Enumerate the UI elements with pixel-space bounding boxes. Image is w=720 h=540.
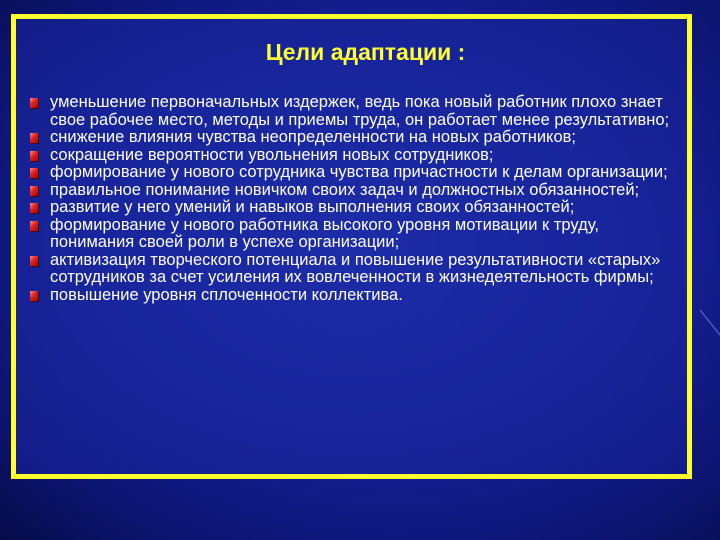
- list-item: [30, 287, 680, 305]
- red-square-bullet-icon: [30, 186, 38, 196]
- red-square-bullet-icon: [30, 256, 38, 266]
- content-frame: [11, 14, 692, 479]
- list-item: [30, 182, 680, 200]
- list-item-text: повышение уровня сплоченности коллектива.: [50, 285, 403, 304]
- list-item: [30, 94, 680, 129]
- slide-title: Цели адаптации :: [265, 39, 466, 65]
- red-square-bullet-icon: [30, 133, 38, 143]
- list-item-text: развитие у него умений и навыков выполнения своих обязанностей;: [50, 198, 575, 216]
- red-square-bullet-icon: [30, 98, 38, 108]
- goals-list: [30, 94, 680, 304]
- list-item-text: правильное понимание новичком своих задач и должностных обязанностей;: [50, 180, 640, 199]
- red-square-bullet-icon: [30, 151, 38, 161]
- list-item-text: уменьшение первоначальных издержек, ведь пока новый работник плохо знает свое рабочее место, методы и приемы труда, он работает менее результативно;: [50, 93, 670, 129]
- list-item-text: формирование у нового сотрудника чувства причастности к делам организации;: [50, 163, 668, 181]
- list-item-text: активизация творческого потенциала и повышение результативности «старых» сотрудников за счет усиления их вовлеченности в жизнедеятельность фирмы;: [50, 250, 661, 286]
- list-item: [30, 129, 680, 147]
- red-square-bullet-icon: [30, 221, 38, 231]
- red-square-bullet-icon: [30, 168, 38, 178]
- list-item: [30, 164, 680, 182]
- list-item-text: формирование у нового работника высокого уровня мотивации к труду, понимания своей роли в успехе организации;: [50, 215, 599, 251]
- list-item: [30, 147, 680, 165]
- list-item-text: сокращение вероятности увольнения новых сотрудников;: [50, 145, 494, 164]
- red-square-bullet-icon: [30, 203, 38, 213]
- list-item: [30, 199, 680, 217]
- list-item: [30, 217, 680, 252]
- red-square-bullet-icon: [30, 291, 38, 301]
- list-item: [30, 252, 680, 287]
- list-item-text: снижение влияния чувства неопределенности на новых работников;: [50, 128, 576, 146]
